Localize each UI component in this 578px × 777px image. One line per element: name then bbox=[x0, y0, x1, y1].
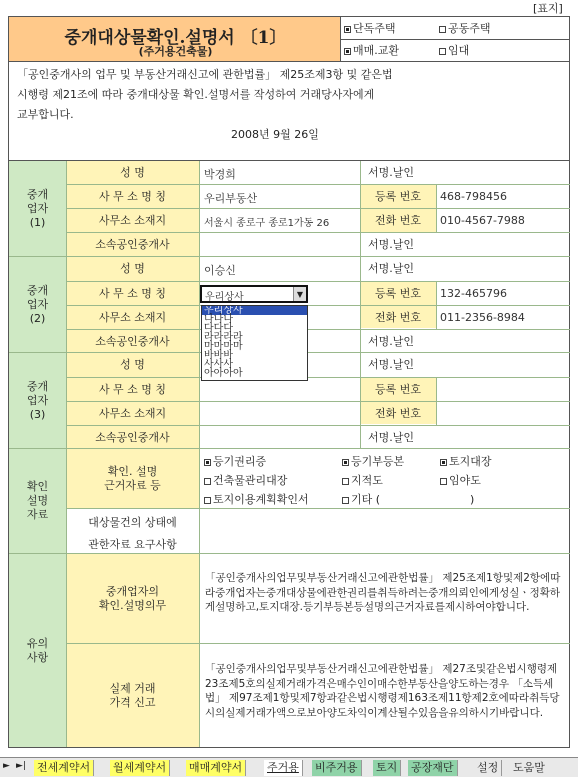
next-sheet-icon[interactable]: ►| bbox=[16, 761, 26, 771]
reg-label: 등록 번호 bbox=[374, 287, 421, 300]
tel-value[interactable]: 011-2356-8984 bbox=[440, 311, 525, 324]
check-other[interactable]: 기타 ( bbox=[342, 493, 380, 507]
dropdown-option[interactable]: 마마마마 bbox=[204, 341, 243, 352]
dropdown-option[interactable]: 사사사 bbox=[204, 359, 233, 370]
checkbox-icon bbox=[342, 459, 349, 466]
office-select-list bbox=[201, 305, 308, 381]
name-label: 성 명 bbox=[120, 358, 145, 371]
table-label: [표지] bbox=[533, 2, 563, 15]
dropdown-option[interactable]: 라라라라 bbox=[204, 332, 243, 343]
office-select[interactable] bbox=[200, 285, 308, 303]
sign-label: 서명.날인 bbox=[368, 166, 415, 179]
check-register[interactable]: 등기부등본 bbox=[342, 455, 404, 469]
duty-text: 「공인중개사의업무및부동산거래신고에관한법률」 제25조제1항및제2항에따라중개업자는중개대상물에관한권리를취득하려는중개의뢰인에게성실ㆍ정확하게설명하고,토지대장.등기부등본등설명의근거자료를제시하여야합니다. bbox=[205, 572, 561, 613]
office-value[interactable]: 우리부동산 bbox=[204, 192, 258, 205]
check-forest-map[interactable]: 임야도 bbox=[440, 474, 481, 488]
sheet-tab-bar bbox=[0, 757, 578, 777]
cert-label: 소속공인중개사 bbox=[95, 431, 170, 444]
agent-side-label: 중개업자(2) bbox=[9, 257, 66, 352]
tab-wolse[interactable]: 월세계약서 bbox=[110, 760, 170, 776]
first-sheet-icon[interactable]: ► bbox=[3, 761, 10, 771]
checkbox-icon bbox=[204, 497, 211, 504]
reg-value[interactable]: 132-465796 bbox=[440, 287, 507, 300]
tab-jeonse[interactable]: 전세계약서 bbox=[34, 760, 94, 776]
request-label: 대상물건의 상태에 bbox=[88, 516, 177, 529]
agent-side-label: 중개업자(3) bbox=[9, 353, 66, 448]
name-value[interactable]: 박경희 bbox=[204, 168, 236, 181]
office-label: 사 무 소 명 칭 bbox=[98, 383, 167, 396]
office-label: 사 무 소 명 칭 bbox=[98, 190, 167, 203]
intro-line: 「공인중개사의 업무 및 부동산거래신고에 관한법률」 제25조제3항 및 같은법 bbox=[17, 68, 393, 81]
check-land-use-plan[interactable]: 토지이용계획확인서 bbox=[204, 493, 309, 507]
tel-label: 전화 번호 bbox=[374, 407, 421, 420]
tel-value[interactable]: 010-4567-7988 bbox=[440, 214, 525, 227]
type-options bbox=[341, 16, 570, 62]
cert-label: 소속공인중개사 bbox=[95, 335, 170, 348]
duty-label: 중개업자의 확인.설명의무 bbox=[66, 554, 199, 643]
name-label: 성 명 bbox=[120, 262, 145, 275]
name-label: 성 명 bbox=[120, 166, 145, 179]
chevron-down-icon[interactable]: ▼ bbox=[293, 287, 306, 301]
sign-label: 서명.날인 bbox=[368, 238, 415, 251]
option-detached[interactable]: 단독주택 bbox=[344, 22, 396, 36]
tel-label: 전화 번호 bbox=[374, 311, 421, 324]
agent-side-label: 중개업자(1) bbox=[9, 161, 66, 256]
tab-factory[interactable]: 공장재단 bbox=[408, 760, 458, 776]
checkbox-icon bbox=[439, 48, 446, 55]
office-label: 사 무 소 명 칭 bbox=[98, 287, 167, 300]
sign-label: 서명.날인 bbox=[368, 262, 415, 275]
check-building-ledger[interactable]: 건축물관리대장 bbox=[204, 474, 287, 488]
checkbox-icon bbox=[344, 48, 351, 55]
sign-label: 서명.날인 bbox=[368, 335, 415, 348]
reg-label: 등록 번호 bbox=[374, 383, 421, 396]
tel-label: 전화 번호 bbox=[374, 214, 421, 227]
intro-section bbox=[8, 62, 570, 160]
title-box bbox=[8, 16, 341, 62]
office-select-value: 우리상사 bbox=[205, 292, 244, 303]
page-subtitle: (주거용건축물) bbox=[138, 45, 213, 58]
dropdown-option[interactable]: 다다다 bbox=[204, 323, 233, 334]
checkbox-icon bbox=[204, 478, 211, 485]
addr-value[interactable]: 서울시 종로구 종로1가동 26 bbox=[204, 218, 330, 229]
notes-side-label: 유의사항 bbox=[9, 554, 66, 747]
checkbox-icon bbox=[439, 26, 446, 33]
sign-label: 서명.날인 bbox=[368, 358, 415, 371]
reg-label: 등록 번호 bbox=[374, 190, 421, 203]
addr-label: 사무소 소재지 bbox=[98, 407, 167, 420]
checkbox-icon bbox=[440, 478, 447, 485]
dropdown-option[interactable]: 아아아아 bbox=[204, 368, 243, 379]
sign-label: 서명.날인 bbox=[368, 431, 415, 444]
price-text: 「공인중개사의업무및부동산거래신고에관한법률」 제27조및같은법시행령제23조제5호의실제거래가격은매수인이매수한부동산을양도하는경우 「소득세법」 제97조제1항및제7항과같은법시행령제163조제11항제2호에따라취득당시의실제거래가액으로보아양도차익이계산될수있음을유의하시기바랍니다. bbox=[205, 663, 560, 719]
dropdown-option[interactable]: 우리상사 bbox=[202, 306, 308, 315]
option-sale[interactable]: 매매.교환 bbox=[344, 44, 399, 58]
tab-land[interactable]: 토지 bbox=[373, 760, 401, 776]
addr-label: 사무소 소재지 bbox=[98, 311, 167, 324]
close-paren: ) bbox=[470, 493, 475, 506]
cert-label: 소속공인중개사 bbox=[95, 238, 170, 251]
dropdown-option[interactable]: 나나나 bbox=[204, 314, 233, 325]
checkbox-icon bbox=[342, 497, 349, 504]
checkbox-icon bbox=[342, 478, 349, 485]
checkbox-icon bbox=[344, 26, 351, 33]
price-label: 실제 거래 가격 신고 bbox=[66, 644, 199, 747]
page-title: 중개대상물확인.설명서 〔1〕 bbox=[64, 28, 287, 48]
option-apartment[interactable]: 공동주택 bbox=[439, 22, 491, 36]
name-value[interactable]: 이승신 bbox=[204, 264, 236, 277]
tab-maemae[interactable]: 매매계약서 bbox=[186, 760, 246, 776]
tab-help[interactable]: 도움말 bbox=[510, 760, 548, 776]
check-land-ledger[interactable]: 토지대장 bbox=[440, 455, 492, 469]
intro-line: 교부합니다. bbox=[17, 108, 74, 121]
addr-label: 사무소 소재지 bbox=[98, 214, 167, 227]
intro-line: 시행령 제21조에 따라 중개대상물 확인.설명서를 작성하여 거래당사자에게 bbox=[17, 88, 375, 101]
tab-residential[interactable]: 주거용 bbox=[264, 760, 303, 776]
checkbox-icon bbox=[440, 459, 447, 466]
tab-settings[interactable]: 설정 bbox=[474, 760, 502, 776]
dropdown-option[interactable]: 바바바 bbox=[204, 350, 233, 361]
check-deed[interactable]: 등기권리증 bbox=[204, 455, 266, 469]
materials-side-label: 확인설명자료 bbox=[9, 449, 66, 553]
option-lease[interactable]: 임대 bbox=[439, 44, 469, 58]
materials-label: 확인. 설명 근거자료 등 bbox=[66, 449, 199, 508]
request-label: 관한자료 요구사항 bbox=[88, 538, 177, 551]
checkbox-icon bbox=[204, 459, 211, 466]
reg-value[interactable]: 468-798456 bbox=[440, 190, 507, 203]
check-cadastral-map[interactable]: 지적도 bbox=[342, 474, 383, 488]
tab-nonresidential[interactable]: 비주거용 bbox=[312, 760, 362, 776]
intro-date: 2008년 9월 26일 bbox=[231, 128, 319, 141]
